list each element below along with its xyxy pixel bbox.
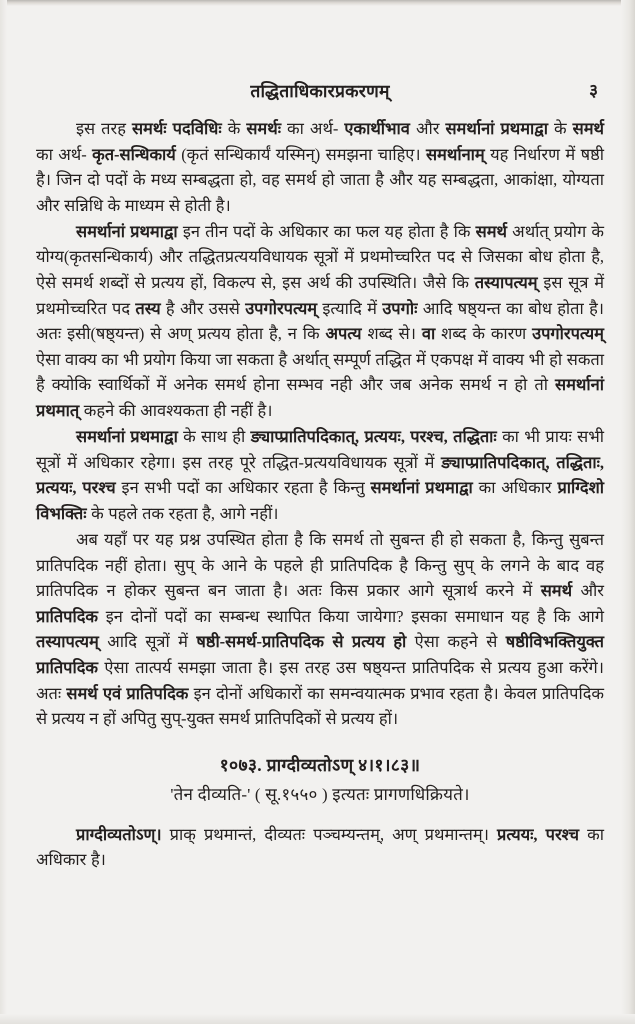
text-run: के पहले तक रहता है, आगे नहीं। [86, 503, 279, 523]
emphasized-term: समर्थानां प्रथमाद्वा [370, 478, 473, 498]
text-run: आदि सूत्रों में [98, 632, 197, 652]
emphasized-term: समर्थ [572, 119, 604, 138]
chapter-title: तद्धिताधिकारप्रकरणम् [250, 81, 390, 101]
emphasized-term: उपगोः [382, 298, 418, 318]
text-run: है और उससे [160, 298, 246, 318]
text-run: इस सूत्र में प्रथमोच्चरित पद [36, 273, 604, 318]
text-run: का अधिकार [472, 478, 558, 498]
text-run: के [221, 119, 247, 138]
emphasized-term: समर्थ [540, 581, 573, 601]
text-run: यह निर्धारण में षष्ठी है। जिन दो पदों के मध्य सम्बद्धता हो, वह समर्थ हो जाता है और यह सम्बद्धता, आकांक्षा, योग्यता और सन्निधि के माध्यम से होती है। [36, 144, 604, 215]
emphasized-term: कृत-सन्धिकार्य [92, 144, 176, 164]
text-run: आदि षष्ठ्यन्त का बोध होता है। अतः इसी(षष्ठ्यन्त) से अण् प्रत्यय होता है, न कि [36, 298, 604, 344]
emphasized-term: समर्थानां प्रथमाद्वा [76, 221, 178, 241]
text-run: के [547, 119, 573, 138]
emphasized-term: एकार्थीभाव [344, 119, 410, 138]
emphasized-term: समर्थ [475, 221, 507, 241]
text-run: ऐसा कहने से [406, 632, 506, 652]
emphasized-term: समर्थ एवं प्रातिपदिक [66, 683, 189, 703]
paragraph [36, 424, 604, 526]
sutra-number-and-reference: १०७३. प्राग्दीव्यतोऽण् ४।१।८३॥ [219, 754, 421, 775]
text-run: का भी प्रायः सभी सूत्रों में अधिकार रहेगा। इस तरह पूरे तद्धित-प्रत्ययविधायक सूत्रों में [36, 427, 604, 472]
emphasized-term: तस्यापत्यम् [474, 273, 538, 293]
page-content [36, 0, 604, 873]
page-number: ३ [589, 81, 598, 100]
paragraph [36, 822, 604, 873]
text-run: शब्द से। [361, 324, 422, 344]
text-run: शब्द के कारण [435, 324, 533, 344]
text-run: और [409, 119, 446, 138]
text-run: प्राक् प्रथमान्तं, दीव्यतः पञ्चम्यन्तम्, अण् प्रथमान्तम्। [161, 824, 498, 844]
emphasized-term: प्राग्दीव्यतोऽण्। [76, 824, 162, 844]
text-run: अब यहाँ पर यह प्रश्न उपस्थित होता है कि समर्थ तो सुबन्त ही हो सकता है, किन्तु सुबन्त प्रातिपदिक नहीं होता। सुप् के आने के पहले ही प्रातिपदिक है किन्तु सुप् के लगने के बाद वह प्रातिपदिक न होकर सुबन्त बन जाता है। अतः किस प्रकार आगे सूत्रार्थ करने में [36, 530, 604, 601]
scan-edge-shadow-right [621, 0, 635, 1024]
emphasized-term: प्राग्दिशो विभक्तिः [36, 478, 604, 523]
running-head [36, 78, 604, 104]
emphasized-term: समर्थानां प्रथमाद्वा [445, 119, 548, 138]
emphasized-term: समर्थानाम् [425, 144, 485, 164]
paragraph [36, 116, 604, 218]
emphasized-term: समर्थः पदविधिः [131, 119, 222, 138]
sutra-heading [36, 750, 604, 810]
sutra-gloss: 'तेन दीव्यति-' ( सू.१५५० ) इत्यतः प्रागणधिक्रियते। [170, 784, 470, 804]
sutra-commentary [36, 822, 604, 873]
paragraph [36, 527, 604, 732]
text-run: और [572, 581, 604, 601]
text-run: ऐसा वाक्य का भी प्रयोग किया जा सकता है अर्थात् सम्पूर्ण तद्धित में एकपक्ष में वाक्य भी हो सकता है क्योकि स्वार्थिकों में अनेक समर्थ होना सम्भव नही और जब अनेक समर्थ न हो तो [36, 349, 604, 395]
text-run: इस तरह [76, 119, 132, 138]
emphasized-term: तस्यापत्यम् [36, 632, 99, 652]
emphasized-term: समर्थानां प्रथमाद्वा [76, 427, 178, 447]
text-run: इन दोनों पदों का सम्बन्ध स्थापित किया जायेगा? इसका समाधान यह है कि आगे [98, 606, 604, 626]
emphasized-term: प्रत्ययः, परश्च [497, 824, 580, 844]
text-run: इन तीन पदों के अधिकार का फल यह होता है कि [177, 221, 476, 241]
emphasized-term: समर्थानां प्रथमात् [36, 375, 604, 421]
text-run: का अर्थ- [281, 119, 345, 138]
scan-edge-shadow-bottom [0, 1014, 635, 1024]
text-run: ऐसा तात्पर्य समझा जाता है। इस तरह उस षष्ठ्यन्त प्रातिपदिक से प्रत्यय हुआ करेंगे। अतः [36, 657, 604, 703]
text-run: (कृतं सन्धिकार्यं यस्मिन्) समझना चाहिए। [175, 144, 426, 164]
paragraph [36, 219, 604, 424]
emphasized-term: वा [421, 324, 436, 344]
text-run: के साथ ही [177, 427, 251, 447]
emphasized-term: ङ्याप्प्रातिपदिकात्, तद्धिताः, प्रत्ययः, परश्च [36, 452, 604, 498]
text-run: इन सभी पदों का अधिकार रहता है किन्तु [115, 478, 371, 498]
emphasized-term: अपत्य [325, 324, 362, 344]
scan-edge-shadow-left [0, 0, 7, 1024]
text-run: का अर्थ- [36, 144, 93, 164]
emphasized-term: उपगोरपत्यम् [532, 324, 604, 344]
emphasized-term: ङ्याप्प्रातिपदिकात्, प्रत्ययः, परश्च, तद्धिताः [250, 427, 497, 447]
text-run: का अधिकार है। [36, 824, 604, 870]
emphasized-term: षष्ठीविभक्तियुक्त प्रातिपदिक [36, 632, 604, 677]
text-run: कहने की आवश्यकता ही नहीं है। [79, 401, 273, 421]
text-run: अर्थात् प्रयोग के योग्य(कृतसन्धिकार्य) और तद्धितप्रत्ययविधायक सूत्रों में प्रथमोच्चरित पद से जिसका बोध होता है, ऐसे समर्थ शब्दों से प्रत्यय हों, विकल्प से, इस अर्थ की उपस्थिति। जैसे कि [36, 221, 604, 293]
emphasized-term: तस्य [135, 298, 161, 318]
emphasized-term: समर्थः [246, 119, 282, 138]
text-run: इत्यादि में [317, 298, 383, 318]
emphasized-term: षष्ठी-समर्थ-प्रातिपदिक से प्रत्यय हो [196, 632, 407, 652]
emphasized-term: उपगोरपत्यम् [245, 298, 318, 318]
emphasized-term: प्रातिपदिक [36, 606, 99, 626]
text-run: इन दोनों अधिकारों का समन्वयात्मक प्रभाव रहता है। केवल प्रातिपदिक से प्रत्यय न हों अपितु सुप्-युक्त समर्थ प्रातिपदिकों से प्रत्यय हों। [36, 683, 605, 729]
body-text [36, 116, 604, 732]
